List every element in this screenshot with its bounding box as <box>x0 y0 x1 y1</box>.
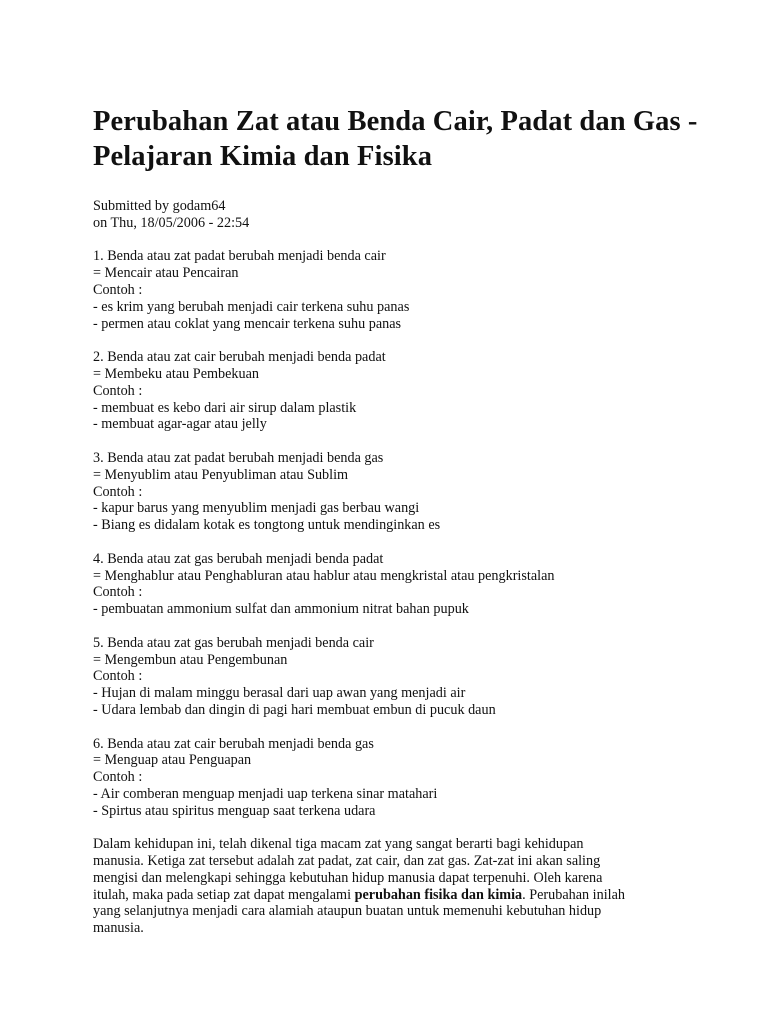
section-result: = Membeku atau Pembekuan <box>93 365 259 382</box>
example-item: - Biang es didalam kotak es tongtong untuk mendinginkan es <box>93 517 441 534</box>
page-title: Perubahan Zat atau Benda Cair, Padat dan Gas - Pelajaran Kimia dan Fisika <box>93 106 698 172</box>
paragraph-line: manusia. Ketiga zat tersebut adalah zat padat, zat cair, dan zat gas. Zat-zat ini akan saling <box>93 853 601 870</box>
example-item: - permen atau coklat yang mencair terkena suhu panas <box>93 315 402 332</box>
section-1 <box>93 248 743 332</box>
submitted-by: Submitted by godam64 <box>93 198 226 214</box>
section-4 <box>93 551 743 618</box>
section-5 <box>93 635 743 719</box>
example-item: - kapur barus yang menyublim menjadi gas berbau wangi <box>93 500 420 517</box>
example-label: Contoh : <box>93 483 143 500</box>
section-heading: 3. Benda atau zat padat berubah menjadi benda gas <box>93 449 384 466</box>
example-label: Contoh : <box>93 668 143 685</box>
section-heading: 4. Benda atau zat gas berubah menjadi benda padat <box>93 550 384 567</box>
example-item: - pembuatan ammonium sulfat dan ammonium nitrat bahan pupuk <box>93 601 469 618</box>
example-label: Contoh : <box>93 584 143 601</box>
document-page <box>93 104 743 937</box>
section-result: = Menyublim atau Penyubliman atau Sublim <box>93 466 349 483</box>
example-label: Contoh : <box>93 281 143 298</box>
section-result: = Menguap atau Penguapan <box>93 752 252 769</box>
section-result: = Mengembun atau Pengembunan <box>93 651 288 668</box>
example-item: - Udara lembab dan dingin di pagi hari membuat embun di pucuk daun <box>93 701 496 718</box>
example-label: Contoh : <box>93 382 143 399</box>
example-item: - Air comberan menguap menjadi uap terkena sinar matahari <box>93 785 438 802</box>
section-heading: 6. Benda atau zat cair berubah menjadi benda gas <box>93 735 374 752</box>
paragraph-line <box>93 887 743 904</box>
closing-paragraph <box>93 836 743 937</box>
paragraph-line: mengisi dan melengkapi sehingga kebutuhan hidup manusia dapat terpenuhi. Oleh karena <box>93 869 603 886</box>
submitted-date: on Thu, 18/05/2006 - 22:54 <box>93 214 250 231</box>
section-3 <box>93 450 743 534</box>
example-item: - Hujan di malam minggu berasal dari uap awan yang menjadi air <box>93 685 466 702</box>
section-heading: 2. Benda atau zat cair berubah menjadi benda padat <box>93 349 386 366</box>
example-item: - membuat es kebo dari air sirup dalam plastik <box>93 399 357 416</box>
paragraph-line: Dalam kehidupan ini, telah dikenal tiga macam zat yang sangat berarti bagi kehidupan <box>93 836 584 853</box>
section-heading: 1. Benda atau zat padat berubah menjadi benda cair <box>93 248 386 265</box>
paragraph-text: . Perubahan inilah <box>522 886 625 903</box>
paragraph-line: yang selanjutnya menjadi cara alamiah ataupun buatan untuk memenuhi kebutuhan hidup <box>93 903 602 920</box>
example-item: - membuat agar-agar atau jelly <box>93 416 267 433</box>
section-result: = Mencair atau Pencairan <box>93 265 239 282</box>
section-2 <box>93 349 743 433</box>
paragraph-line: manusia. <box>93 920 144 937</box>
section-heading: 5. Benda atau zat gas berubah menjadi benda cair <box>93 634 374 651</box>
example-label: Contoh : <box>93 769 143 786</box>
example-item: - es krim yang berubah menjadi cair terkena suhu panas <box>93 298 410 315</box>
submission-info <box>93 198 743 232</box>
paragraph-text: itulah, maka pada setiap zat dapat mengalami <box>93 886 355 903</box>
section-result: = Menghablur atau Penghabluran atau hablur atau mengkristal atau pengkristalan <box>93 567 555 584</box>
bold-keyword: perubahan fisika dan kimia <box>354 886 523 903</box>
section-6 <box>93 736 743 820</box>
example-item: - Spirtus atau spiritus menguap saat terkena udara <box>93 802 376 819</box>
